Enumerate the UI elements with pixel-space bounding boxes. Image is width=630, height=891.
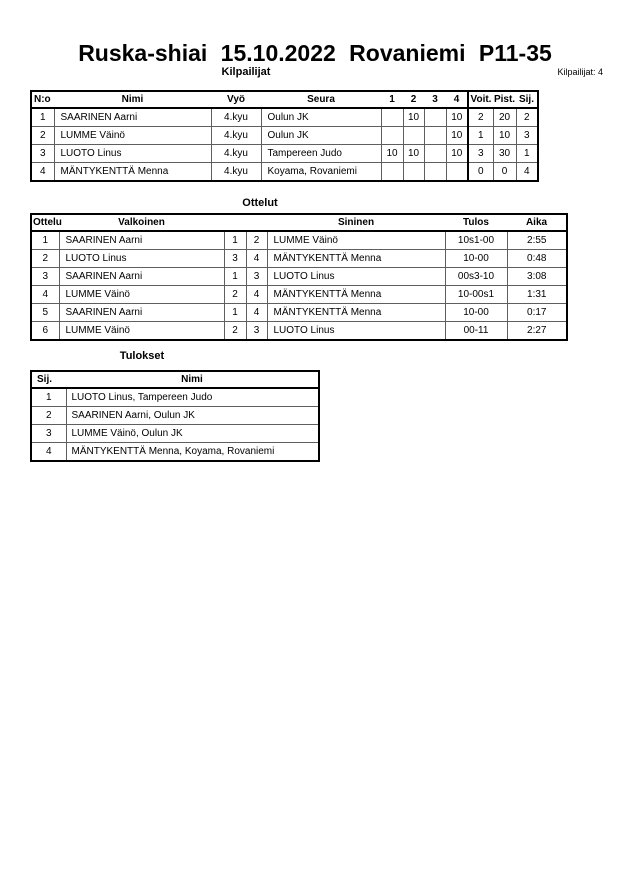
matches-header (31, 214, 567, 231)
table-cell: 4 (31, 443, 66, 462)
table-cell: 3 (468, 145, 493, 163)
table-cell: 2 (468, 108, 493, 127)
table-cell: 4 (31, 286, 59, 304)
column-header: Nimi (66, 371, 319, 388)
table-cell: 10 (381, 145, 403, 163)
table-row (31, 163, 538, 182)
table-cell (446, 163, 468, 182)
table-cell: 2 (31, 407, 66, 425)
table-cell: 10s1-00 (445, 231, 507, 250)
table-cell: MÄNTYKENTTÄ Menna (267, 304, 445, 322)
table-cell: 00-11 (445, 322, 507, 341)
table-cell: 4 (246, 250, 267, 268)
table-cell: 1 (31, 388, 66, 407)
table-cell: 0:17 (507, 304, 567, 322)
table-cell: 10 (446, 145, 468, 163)
table-row (31, 108, 538, 127)
column-header: Vyö (211, 91, 261, 108)
table-cell: 30 (493, 145, 516, 163)
table-cell (424, 145, 446, 163)
table-cell (403, 127, 424, 145)
column-header: Seura (261, 91, 381, 108)
table-row (31, 250, 567, 268)
column-header: Valkoinen (59, 214, 224, 231)
table-cell: 3 (246, 322, 267, 341)
table-row (31, 127, 538, 145)
table-row (31, 322, 567, 341)
table-cell: 2 (224, 322, 246, 341)
table-row (31, 443, 319, 462)
table-cell: 4 (246, 304, 267, 322)
table-cell: MÄNTYKENTTÄ Menna (54, 163, 211, 182)
table-cell: SAARINEN Aarni (59, 304, 224, 322)
table-cell: 0 (493, 163, 516, 182)
header-row (31, 214, 567, 231)
table-cell: LUMME Väinö (267, 231, 445, 250)
table-cell: 1 (31, 231, 59, 250)
column-header: Nimi (54, 91, 211, 108)
table-cell: 2 (224, 286, 246, 304)
results-header (31, 371, 319, 388)
page-title: Ruska-shiai 15.10.2022 Rovaniemi P11-35 (78, 40, 552, 66)
table-cell: 3 (31, 425, 66, 443)
column-header (224, 214, 246, 231)
table-cell: 3 (246, 268, 267, 286)
table-cell: 20 (493, 108, 516, 127)
table-cell: LUOTO Linus (267, 268, 445, 286)
table-row (31, 231, 567, 250)
table-cell: 4.kyu (211, 127, 261, 145)
column-header (246, 214, 267, 231)
column-header: Sij. (31, 371, 66, 388)
table-cell: MÄNTYKENTTÄ Menna (267, 286, 445, 304)
table-cell: 10-00 (445, 304, 507, 322)
table-cell: SAARINEN Aarni (54, 108, 211, 127)
table-cell: 10 (403, 145, 424, 163)
column-header: Tulos (445, 214, 507, 231)
table-cell: 6 (31, 322, 59, 341)
table-row (31, 425, 319, 443)
table-cell: LUMME Väinö (59, 322, 224, 341)
table-cell: LUMME Väinö, Oulun JK (66, 425, 319, 443)
table-cell: LUOTO Linus (54, 145, 211, 163)
table-cell (381, 108, 403, 127)
results-body (31, 388, 319, 461)
competitors-table (30, 90, 539, 182)
table-cell: 2 (31, 250, 59, 268)
table-cell: SAARINEN Aarni (59, 231, 224, 250)
matches-body (31, 231, 567, 340)
competitors-header (31, 91, 538, 108)
column-header: N:o (31, 91, 54, 108)
column-header: Sij. (516, 91, 538, 108)
table-cell (381, 163, 403, 182)
table-row (31, 268, 567, 286)
table-row (31, 286, 567, 304)
table-cell: 10 (403, 108, 424, 127)
column-header: Voit. (468, 91, 493, 108)
table-cell (381, 127, 403, 145)
table-row (31, 145, 538, 163)
table-cell: LUOTO Linus (59, 250, 224, 268)
table-cell: 10-00s1 (445, 286, 507, 304)
table-cell: 1 (31, 108, 54, 127)
table-cell: 4 (516, 163, 538, 182)
table-cell: Oulun JK (261, 127, 381, 145)
table-cell: 1 (224, 304, 246, 322)
table-cell: 4.kyu (211, 163, 261, 182)
column-header: Sininen (267, 214, 445, 231)
table-cell (424, 108, 446, 127)
table-cell: LUOTO Linus, Tampereen Judo (66, 388, 319, 407)
table-cell: 4 (31, 163, 54, 182)
table-cell: 3 (31, 145, 54, 163)
results-heading: Tulokset (119, 350, 165, 362)
table-cell (424, 163, 446, 182)
table-cell: 1 (516, 145, 538, 163)
competitors-count: Kilpailijat: 4 (557, 67, 603, 77)
table-cell: Oulun JK (261, 108, 381, 127)
table-cell: 4.kyu (211, 108, 261, 127)
table-cell: Tampereen Judo (261, 145, 381, 163)
table-cell: 0:48 (507, 250, 567, 268)
table-cell: 10-00 (445, 250, 507, 268)
table-cell: LUOTO Linus (267, 322, 445, 341)
table-cell: SAARINEN Aarni (59, 268, 224, 286)
table-cell (424, 127, 446, 145)
competitors-body (31, 108, 538, 181)
table-cell: 4.kyu (211, 145, 261, 163)
table-cell: 3 (224, 250, 246, 268)
table-cell: 1 (468, 127, 493, 145)
table-cell: MÄNTYKENTTÄ Menna, Koyama, Rovaniemi (66, 443, 319, 462)
table-cell: 3:08 (507, 268, 567, 286)
table-cell: 2 (31, 127, 54, 145)
header-row (31, 371, 319, 388)
table-row (31, 388, 319, 407)
table-cell: 2 (516, 108, 538, 127)
column-header: Aika (507, 214, 567, 231)
column-header: 4 (446, 91, 468, 108)
table-cell: 5 (31, 304, 59, 322)
column-header: Ottelu (31, 214, 59, 231)
column-header: 3 (424, 91, 446, 108)
matches-heading: Ottelut (242, 197, 278, 209)
table-cell: 10 (493, 127, 516, 145)
table-row (31, 304, 567, 322)
competitors-heading: Kilpailijat (221, 66, 271, 78)
table-cell: 0 (468, 163, 493, 182)
table-cell: 00s3-10 (445, 268, 507, 286)
table-cell: 3 (516, 127, 538, 145)
table-cell: 10 (446, 108, 468, 127)
table-cell: LUMME Väinö (54, 127, 211, 145)
table-cell: 3 (31, 268, 59, 286)
column-header: Pist. (493, 91, 516, 108)
table-cell: 1 (224, 231, 246, 250)
table-row (31, 407, 319, 425)
table-cell: Koyama, Rovaniemi (261, 163, 381, 182)
table-cell: 1 (224, 268, 246, 286)
column-header: 1 (381, 91, 403, 108)
table-cell: 2 (246, 231, 267, 250)
table-cell (403, 163, 424, 182)
table-cell: SAARINEN Aarni, Oulun JK (66, 407, 319, 425)
column-header: 2 (403, 91, 424, 108)
table-cell: 2:27 (507, 322, 567, 341)
table-cell: 1:31 (507, 286, 567, 304)
table-cell: 2:55 (507, 231, 567, 250)
table-cell: 4 (246, 286, 267, 304)
table-cell: MÄNTYKENTTÄ Menna (267, 250, 445, 268)
table-cell: LUMME Väinö (59, 286, 224, 304)
matches-table (30, 213, 568, 341)
table-cell: 10 (446, 127, 468, 145)
results-table (30, 370, 320, 462)
header-row (31, 91, 538, 108)
